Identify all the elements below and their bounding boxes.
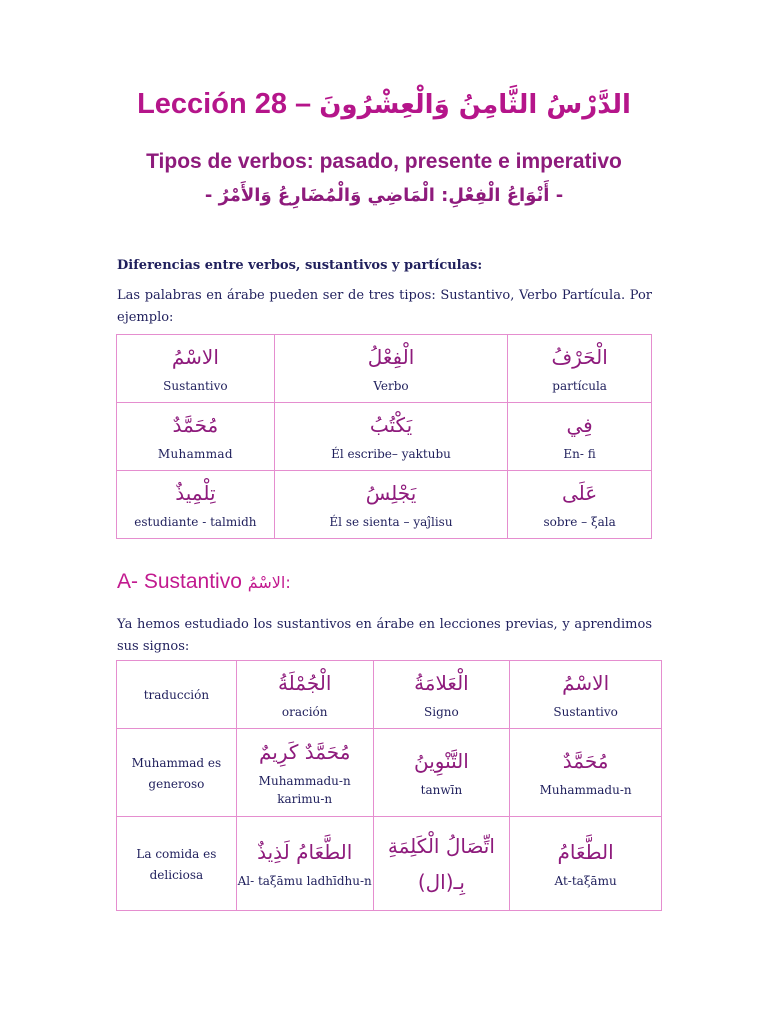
translation: At-taξāmu	[554, 873, 617, 888]
table-cell	[274, 335, 507, 403]
table-cell	[236, 817, 373, 911]
translation: Él escribe– yaktubu	[331, 446, 451, 461]
translation: Signo	[424, 704, 459, 719]
arabic-word: الْفِعْلُ	[367, 344, 415, 369]
title-arabic: الدَّرْسُ الثَّامِنُ وَالْعِشْرُونَ	[319, 90, 631, 120]
word-types-table	[116, 334, 652, 539]
table-cell	[117, 335, 275, 403]
table-row	[117, 729, 662, 817]
title-latin: Lección 28 –	[137, 88, 320, 120]
arabic-word: عَلَى	[562, 480, 598, 505]
table-cell	[508, 471, 652, 539]
row-label: traducción	[143, 688, 210, 702]
arabic-word: الطَّعَامُ لَذِيذٌ	[257, 839, 353, 864]
translation: Muhammad	[157, 446, 233, 461]
translation: estudiante - talmidh	[134, 514, 257, 529]
arabic-word: مُحَمَّدٌ	[562, 748, 609, 773]
table-cell	[236, 729, 373, 817]
translation: Él se sienta – yaĵlisu	[329, 514, 453, 529]
translation: Sustantivo	[163, 378, 228, 393]
table-cell	[117, 403, 275, 471]
table-cell	[117, 661, 237, 729]
translation: Muhammadu-n	[539, 782, 632, 797]
intro-paragraph: Las palabras en árabe pueden ser de tres tipos: Sustantivo, Verbo Partícula. Por ejemplo:	[117, 288, 652, 325]
page-title	[0, 88, 768, 121]
row-label: La comida es deliciosa	[136, 846, 217, 882]
arabic-word: تِلْمِيذٌ	[175, 480, 216, 505]
subtitle-arabic: - أَنْوَاعُ الْفِعْلِ: الْمَاضِي وَالْمُضَارِعُ وَالأَمْرُ -	[204, 185, 564, 206]
translation: En- fi	[563, 446, 596, 461]
table-cell	[274, 403, 507, 471]
row-label: Muhammad es generoso	[131, 755, 222, 791]
translation: Al- taξāmu ladhīdhu-n	[237, 873, 372, 888]
table-cell	[373, 817, 510, 911]
table-cell	[510, 817, 662, 911]
table-cell	[117, 471, 275, 539]
table-row	[117, 403, 652, 471]
section-heading-noun	[117, 570, 291, 594]
arabic-word: الاسْمُ	[171, 344, 219, 369]
arabic-word: الطَّعَامُ	[557, 839, 614, 864]
table-cell	[508, 335, 652, 403]
arabic-word: الاسْمُ	[562, 670, 610, 695]
translation: Muhammadu-n karimu-n	[258, 773, 351, 806]
arabic-word: فِي	[566, 412, 593, 437]
table-cell	[274, 471, 507, 539]
table-cell	[373, 729, 510, 817]
table-cell	[510, 661, 662, 729]
subtitle: Tipos de verbos: pasado, presente e imperativo	[146, 150, 622, 173]
section-heading-arabic: الاسْمُ:	[247, 573, 291, 592]
arabic-word: يَكْتُبُ	[369, 412, 413, 437]
table-cell	[508, 403, 652, 471]
arabic-word: مُحَمَّدٌ	[172, 412, 219, 437]
translation: tanwīn	[420, 782, 463, 797]
translation: Verbo	[373, 378, 409, 393]
noun-signs-table	[116, 660, 662, 911]
noun-paragraph: Ya hemos estudiado los sustantivos en árabe en lecciones previas, y aprendimos sus signos:	[117, 617, 652, 654]
table-cell	[117, 729, 237, 817]
table-row	[117, 471, 652, 539]
section-heading-latin: A- Sustantivo	[117, 570, 248, 593]
table-cell	[236, 661, 373, 729]
table-cell	[373, 661, 510, 729]
arabic-word: بِـ(ال)	[417, 869, 465, 894]
table-row	[117, 661, 662, 729]
arabic-word: الْعَلامَةُ	[414, 670, 469, 695]
arabic-word: الْجُمْلَةُ	[277, 670, 332, 695]
arabic-word: مُحَمَّدٌ كَرِيمٌ	[258, 739, 351, 764]
table-row	[117, 817, 662, 911]
translation: Sustantivo	[553, 704, 618, 719]
translation: oración	[281, 704, 328, 719]
arabic-word: التَّنْوِينُ	[413, 748, 469, 773]
arabic-word: يَجْلِسُ	[365, 480, 417, 505]
arabic-word: اتِّصَالُ الْكَلِمَةِ	[387, 833, 495, 858]
translation: partícula	[552, 378, 607, 393]
table-cell	[117, 817, 237, 911]
section-heading-differences: Diferencias entre verbos, sustantivos y partículas:	[117, 258, 483, 273]
table-row	[117, 335, 652, 403]
translation: sobre – ξala	[543, 514, 616, 529]
table-cell	[510, 729, 662, 817]
arabic-word: الْحَرْفُ	[551, 344, 608, 369]
